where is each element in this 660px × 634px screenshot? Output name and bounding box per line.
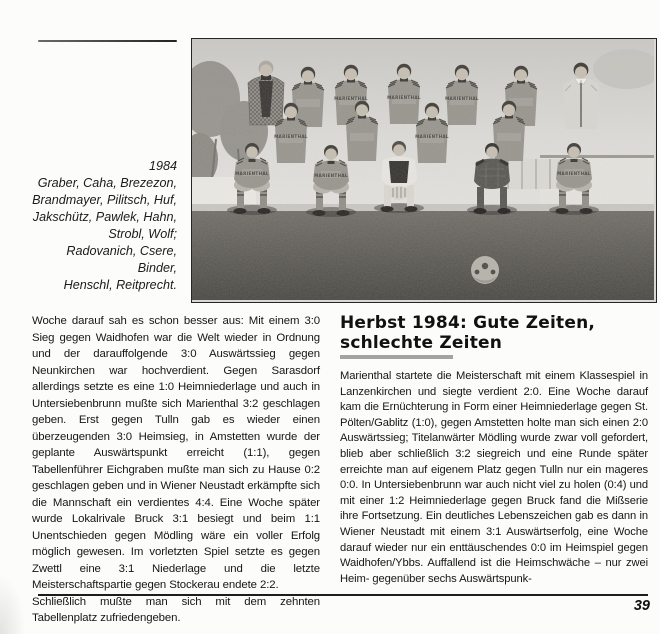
photo-caption bbox=[28, 158, 177, 294]
left-text-column bbox=[32, 313, 320, 627]
heading-line-2: schlechte Zeiten bbox=[340, 333, 503, 353]
right-text-column bbox=[340, 313, 648, 587]
caption-line: Henschl, Reitprecht. bbox=[63, 278, 177, 292]
heading-line-1: Herbst 1984: Gute Zeiten, bbox=[340, 313, 596, 333]
right-paragraph: Marienthal startete die Meisterschaft mit einem Klassespiel in Lanzenkirchen und siegte verdient 2:0. Eine Woche darauf kam die Ernüchterung in Form einer Heimniederlage gegen St. Pölten/Gablitz (1:0), gegen Amstetten holte man sich einen 2:0 Auswärtssieg; Titelanwärter Mödling wurde zwar voll gefordert, blieb aber schließlich 3:2 siegreich und eine Runde später erreichte man auf eigenem Platz gegen Tulln nur ein mageres 0:0. In Untersiebenbrunn war auch nicht viel zu holen (0:4) und mit einer 1:2 Heimniederlage gegen Bruck fand die Mißserie ihre Fortsetzung. Ein deutliches Lebenszeichen gab es dann in Wiener Neustadt mit einem 3:1 Auswärtserfolg, eine Woche darauf wieder nur ein enttäuschendes 0:0 im Heimspiel gegen Waidhofen/Ybbs. Auffallend ist die Heimschwäche – nur zwei Heim- gegenüber sechs Auswärtspunk- bbox=[340, 370, 648, 585]
caption-year: 1984 bbox=[148, 159, 177, 173]
left-paragraph-1: Woche darauf sah es schon besser aus: Mit einem 3:0 Sieg gegen Waidhofen war die Welt wieder in Ordnung und der darauffolgende 3:0 Auswärtssieg gegen Neunkirchen war hochverdient. Gegen Sarasdorf allerdings setzte es eine 1:0 Heimniederlage und auch in Untersiebenbrunn mußte sich Marienthal 3:2 geschlagen geben. Erst gegen Tulln gab es wieder einen überzeugenden 3:0 Heimsieg, in Amstetten wurde der geplante Auswärtspunkt erreicht (1:1), gegen Tabellenführer Eichgraben mußte man sich zu Hause 0:2 geschlagen geben und in Wiener Neustadt erkämpfte sich die Mannschaft ein verdientes 4:4. Eine Woche später wurde Lokalrivale Bruck 3:1 besiegt und beim 1:1 Unentschieden gegen Mödling wäre ein voller Erfolg möglich gewesen. Im vorletzten Spiel setzte es gegen Zwettl eine 3:1 Niederlage und die letzte Meisterschaftspartie gegen Stockerau endete 2:2. bbox=[32, 315, 320, 591]
page-number: 39 bbox=[633, 598, 650, 614]
left-paragraph-2: Schließlich mußte man sich mit dem zehnten Tabellenplatz zufriedengeben. bbox=[32, 595, 320, 624]
team-photo-graphic bbox=[192, 39, 654, 300]
caption-line: Radovanich, Csere, Binder, bbox=[66, 244, 177, 275]
heading-underline-bar bbox=[340, 355, 453, 359]
top-divider-rule bbox=[38, 40, 177, 42]
section-heading bbox=[340, 313, 648, 353]
caption-line: Graber, Caha, Brezezon, bbox=[37, 176, 177, 190]
footer-rule bbox=[38, 594, 648, 596]
caption-line: Brandmayer, Pilitsch, Huf, bbox=[32, 193, 177, 207]
caption-line: Strobl, Wolf; bbox=[108, 227, 177, 241]
caption-line: Jakschütz, Pawlek, Hahn, bbox=[32, 210, 177, 224]
team-photo bbox=[191, 38, 657, 303]
